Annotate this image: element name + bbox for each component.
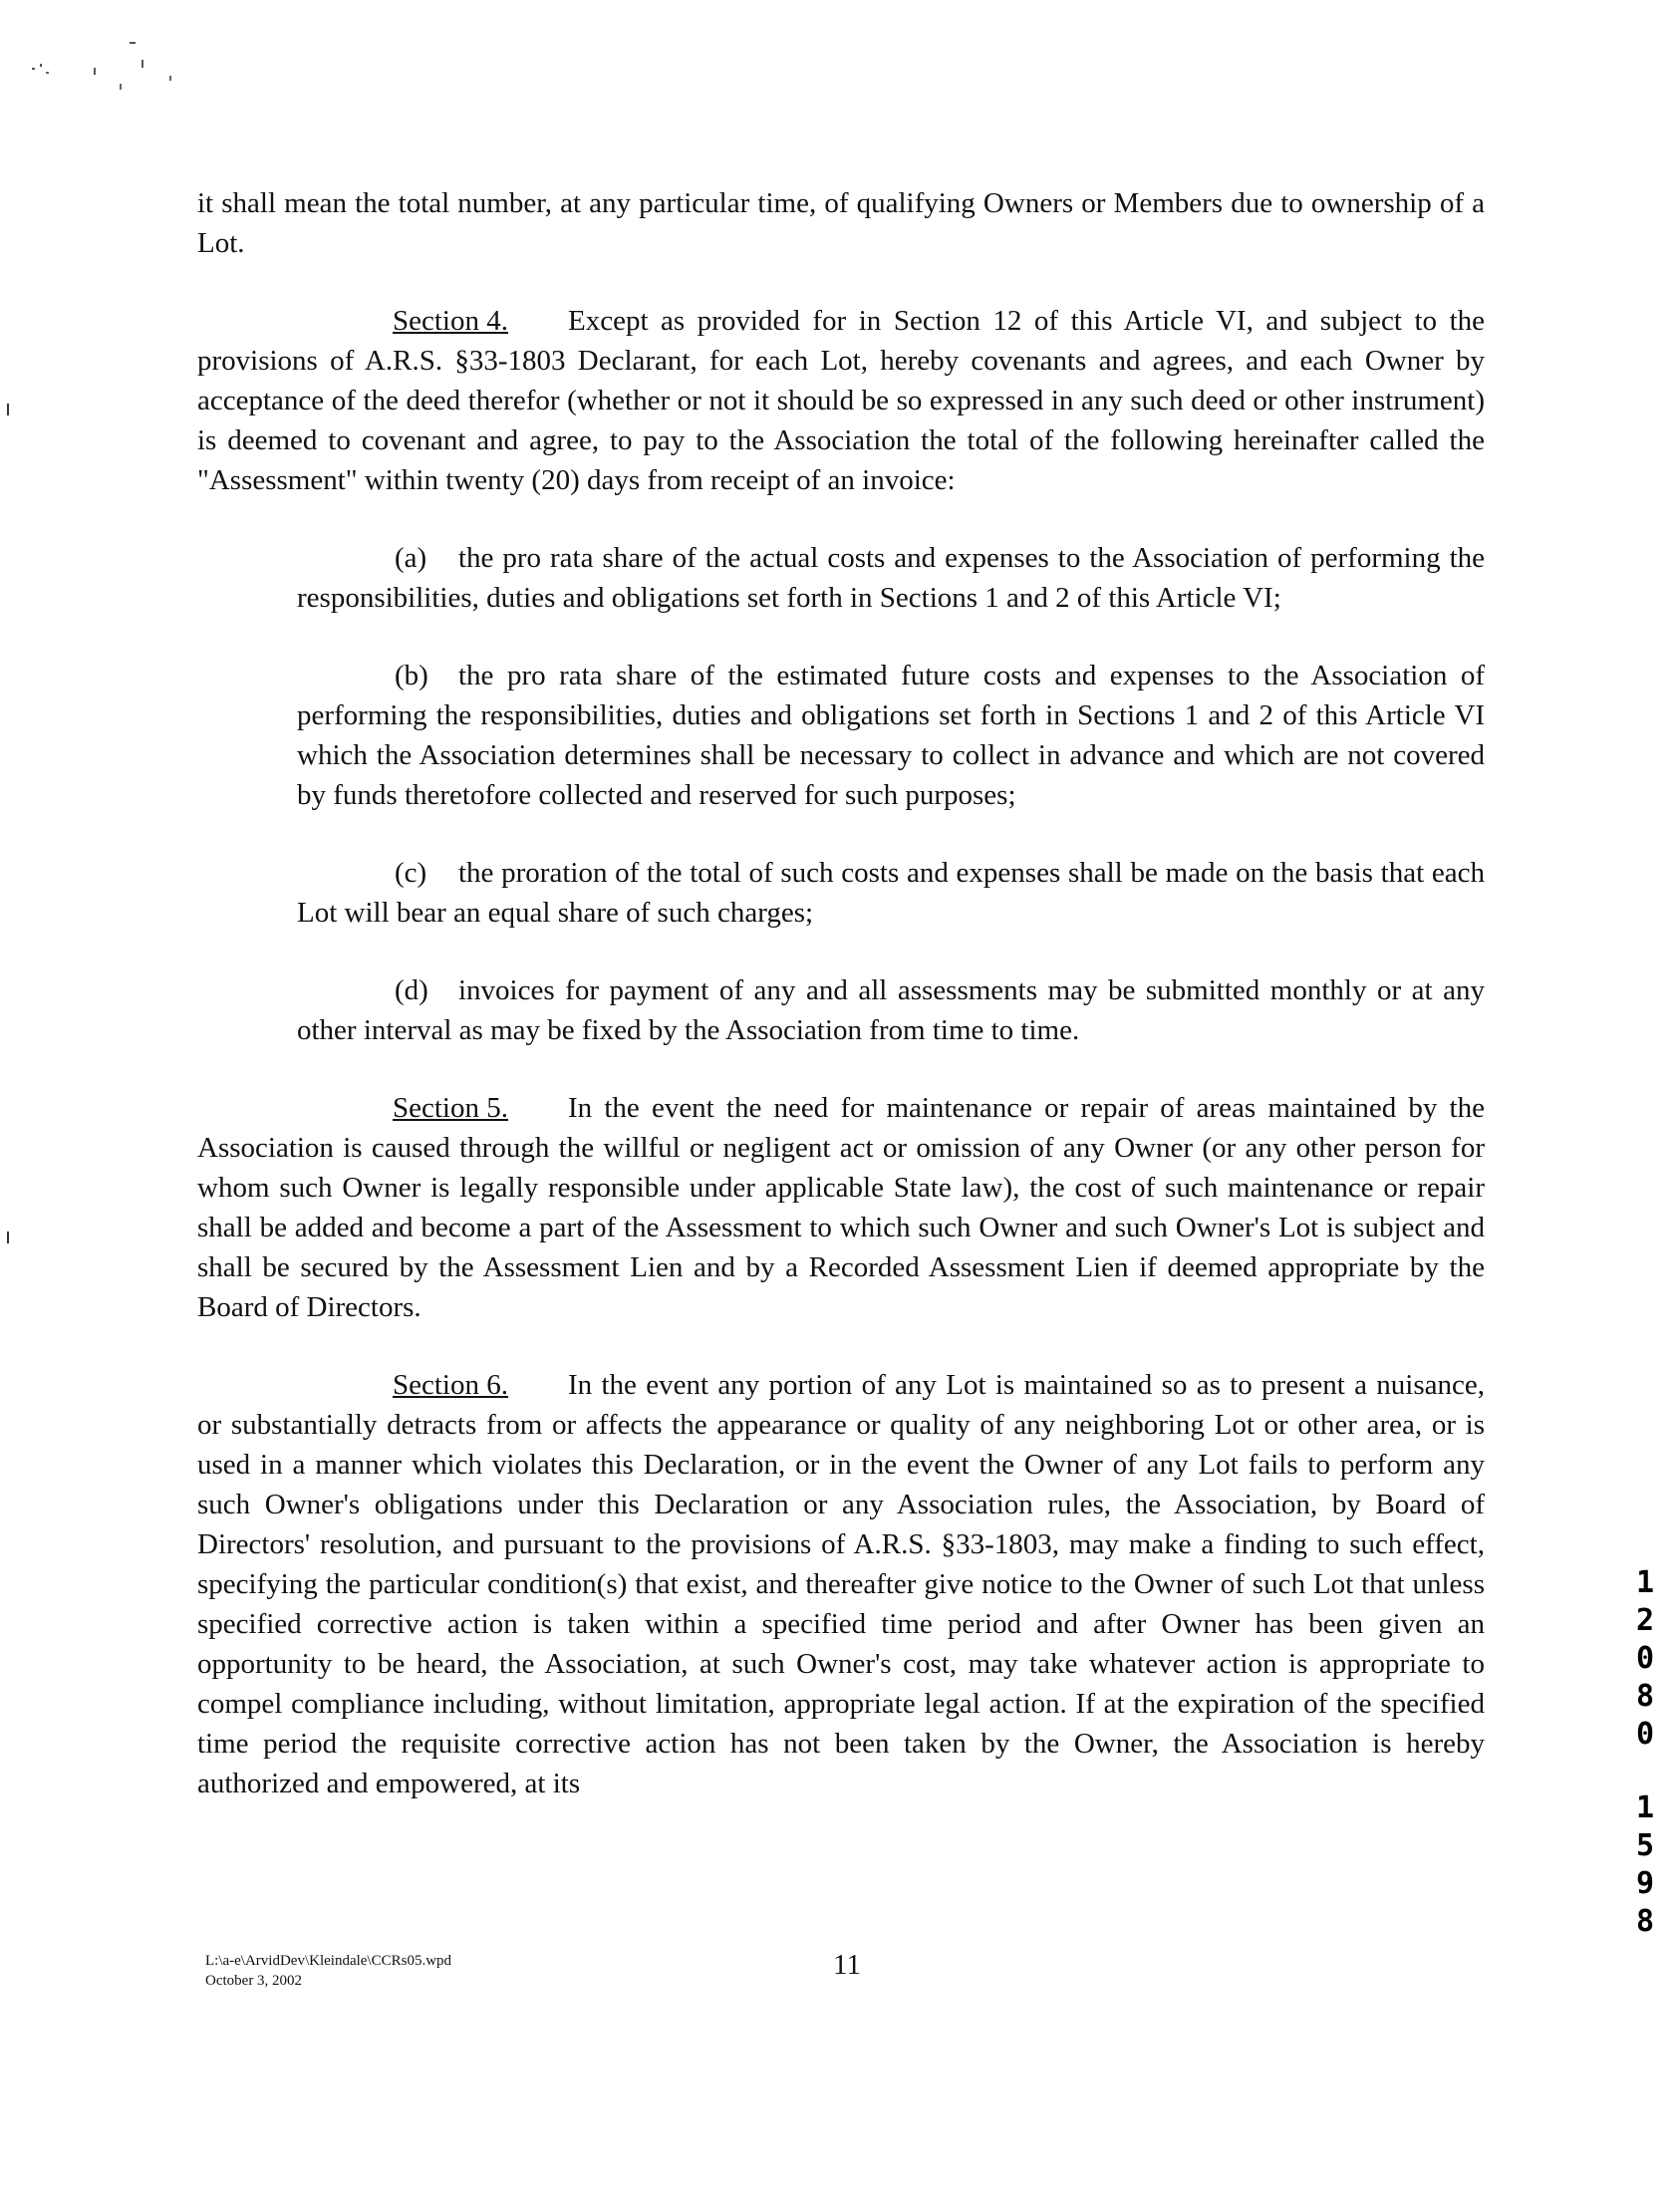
- page-number: 11: [833, 1949, 861, 1981]
- section-6-text: In the event any portion of any Lot is maintained so as to present a nuisance, or substantially detracts from or affects the appearance or quality of any neighboring Lot or other area, or is used in a manner which violates this Declaration, or in the event the Owner of any Lot fails to perform any such Owner's obligations under this Declaration or any Association rules, the Association, by Board of Directors' resolution, and pursuant to the provisions of A.R.S. §33-1803, may make a finding to such effect, specifying the particular condition(s) that exist, and thereafter give notice to the Owner of such Lot that unless specified corrective action is taken within a specified time period and after Owner has been given an opportunity to be heard, the Association, at such Owner's cost, may take whatever action is appropriate to compel compliance including, without limitation, appropriate legal action. If at the expiration of the specified time period the requisite corrective action has not been taken by the Owner, the Association is hereby authorized and empowered, at its: [197, 1369, 1485, 1799]
- scan-specks: [30, 28, 229, 98]
- footer-file-info: [205, 1951, 451, 1991]
- intro-paragraph: it shall mean the total number, at any particular time, of qualifying Owners or Members due to ownership of a Lot.: [197, 187, 1485, 259]
- section-5-label: Section 5.: [393, 1092, 508, 1124]
- stamp-digit: 0: [1635, 1717, 1655, 1752]
- section-6-paragraph: [197, 1365, 1485, 1803]
- stamp-digit: 9: [1635, 1866, 1655, 1901]
- stamp-digit: 5: [1635, 1828, 1655, 1863]
- item-c-text: the proration of the total of such costs and expenses shall be made on the basis that each Lot will bear an equal share of such charges;: [297, 857, 1485, 929]
- item-d-label: (d): [395, 974, 428, 1006]
- item-a-label: (a): [395, 542, 427, 574]
- stamp-gap: [1630, 1754, 1660, 1789]
- section-4-item-a: [297, 538, 1485, 618]
- section-4-item-c: [297, 853, 1485, 933]
- margin-mark: [7, 404, 9, 415]
- stamp-digit: 1: [1635, 1790, 1655, 1825]
- section-5-text: In the event the need for maintenance or repair of areas maintained by the Association is caused through the willful or negligent act or omission of any Owner (or any other person for whom such Owner is legally responsible under applicable State law), the cost of such maintenance or repair shall be added and become a part of the Assessment to which such Owner and such Owner's Lot is subject and shall be secured by the Assessment Lien and by a Recorded Assessment Lien if deemed appropriate by the Board of Directors.: [197, 1092, 1485, 1323]
- footer-file-path: L:\a-e\ArvidDev\Kleindale\CCRs05.wpd: [205, 1953, 452, 1969]
- section-4-item-d: [297, 970, 1485, 1050]
- section-4-text: Except as provided for in Section 12 of this Article VI, and subject to the provisions of A.R.S. §33-1803 Declarant, for each Lot, hereby covenants and agrees, and each Owner by acceptance of the deed therefor (whether or not it should be so expressed in any such deed or other instrument) is deemed to covenant and agree, to pay to the Association the total of the following hereinafter called the "Assessment" within twenty (20) days from receipt of an invoice:: [197, 305, 1485, 496]
- document-body: [197, 183, 1485, 1841]
- stamp-digit: 8: [1635, 1904, 1655, 1939]
- section-5-paragraph: [197, 1088, 1485, 1327]
- recording-stamp: [1630, 1564, 1660, 1941]
- stamp-digit: 8: [1635, 1679, 1655, 1714]
- section-4-label: Section 4.: [393, 305, 508, 337]
- stamp-digit: 2: [1635, 1603, 1655, 1638]
- item-b-label: (b): [395, 660, 428, 691]
- stamp-digit: 1: [1635, 1565, 1655, 1600]
- item-a-text: the pro rata share of the actual costs and expenses to the Association of performing the responsibilities, duties and obligations set forth in Sections 1 and 2 of this Article VI;: [297, 542, 1485, 614]
- item-b-text: the pro rata share of the estimated future costs and expenses to the Association of performing the responsibilities, duties and obligations set forth in Sections 1 and 2 of this Article VI which the Association determines shall be necessary to collect in advance and which are not covered by funds theretofore collected and reserved for such purposes;: [297, 660, 1485, 811]
- footer-date: October 3, 2002: [205, 1973, 303, 1989]
- section-6-label: Section 6.: [393, 1369, 508, 1401]
- item-d-text: invoices for payment of any and all assessments may be submitted monthly or at any other interval as may be fixed by the Association from time to time.: [297, 974, 1485, 1046]
- item-c-label: (c): [395, 857, 427, 889]
- section-4-paragraph: [197, 301, 1485, 500]
- section-4-item-b: [297, 656, 1485, 815]
- margin-mark: [7, 1232, 9, 1243]
- stamp-digit: 0: [1635, 1641, 1655, 1676]
